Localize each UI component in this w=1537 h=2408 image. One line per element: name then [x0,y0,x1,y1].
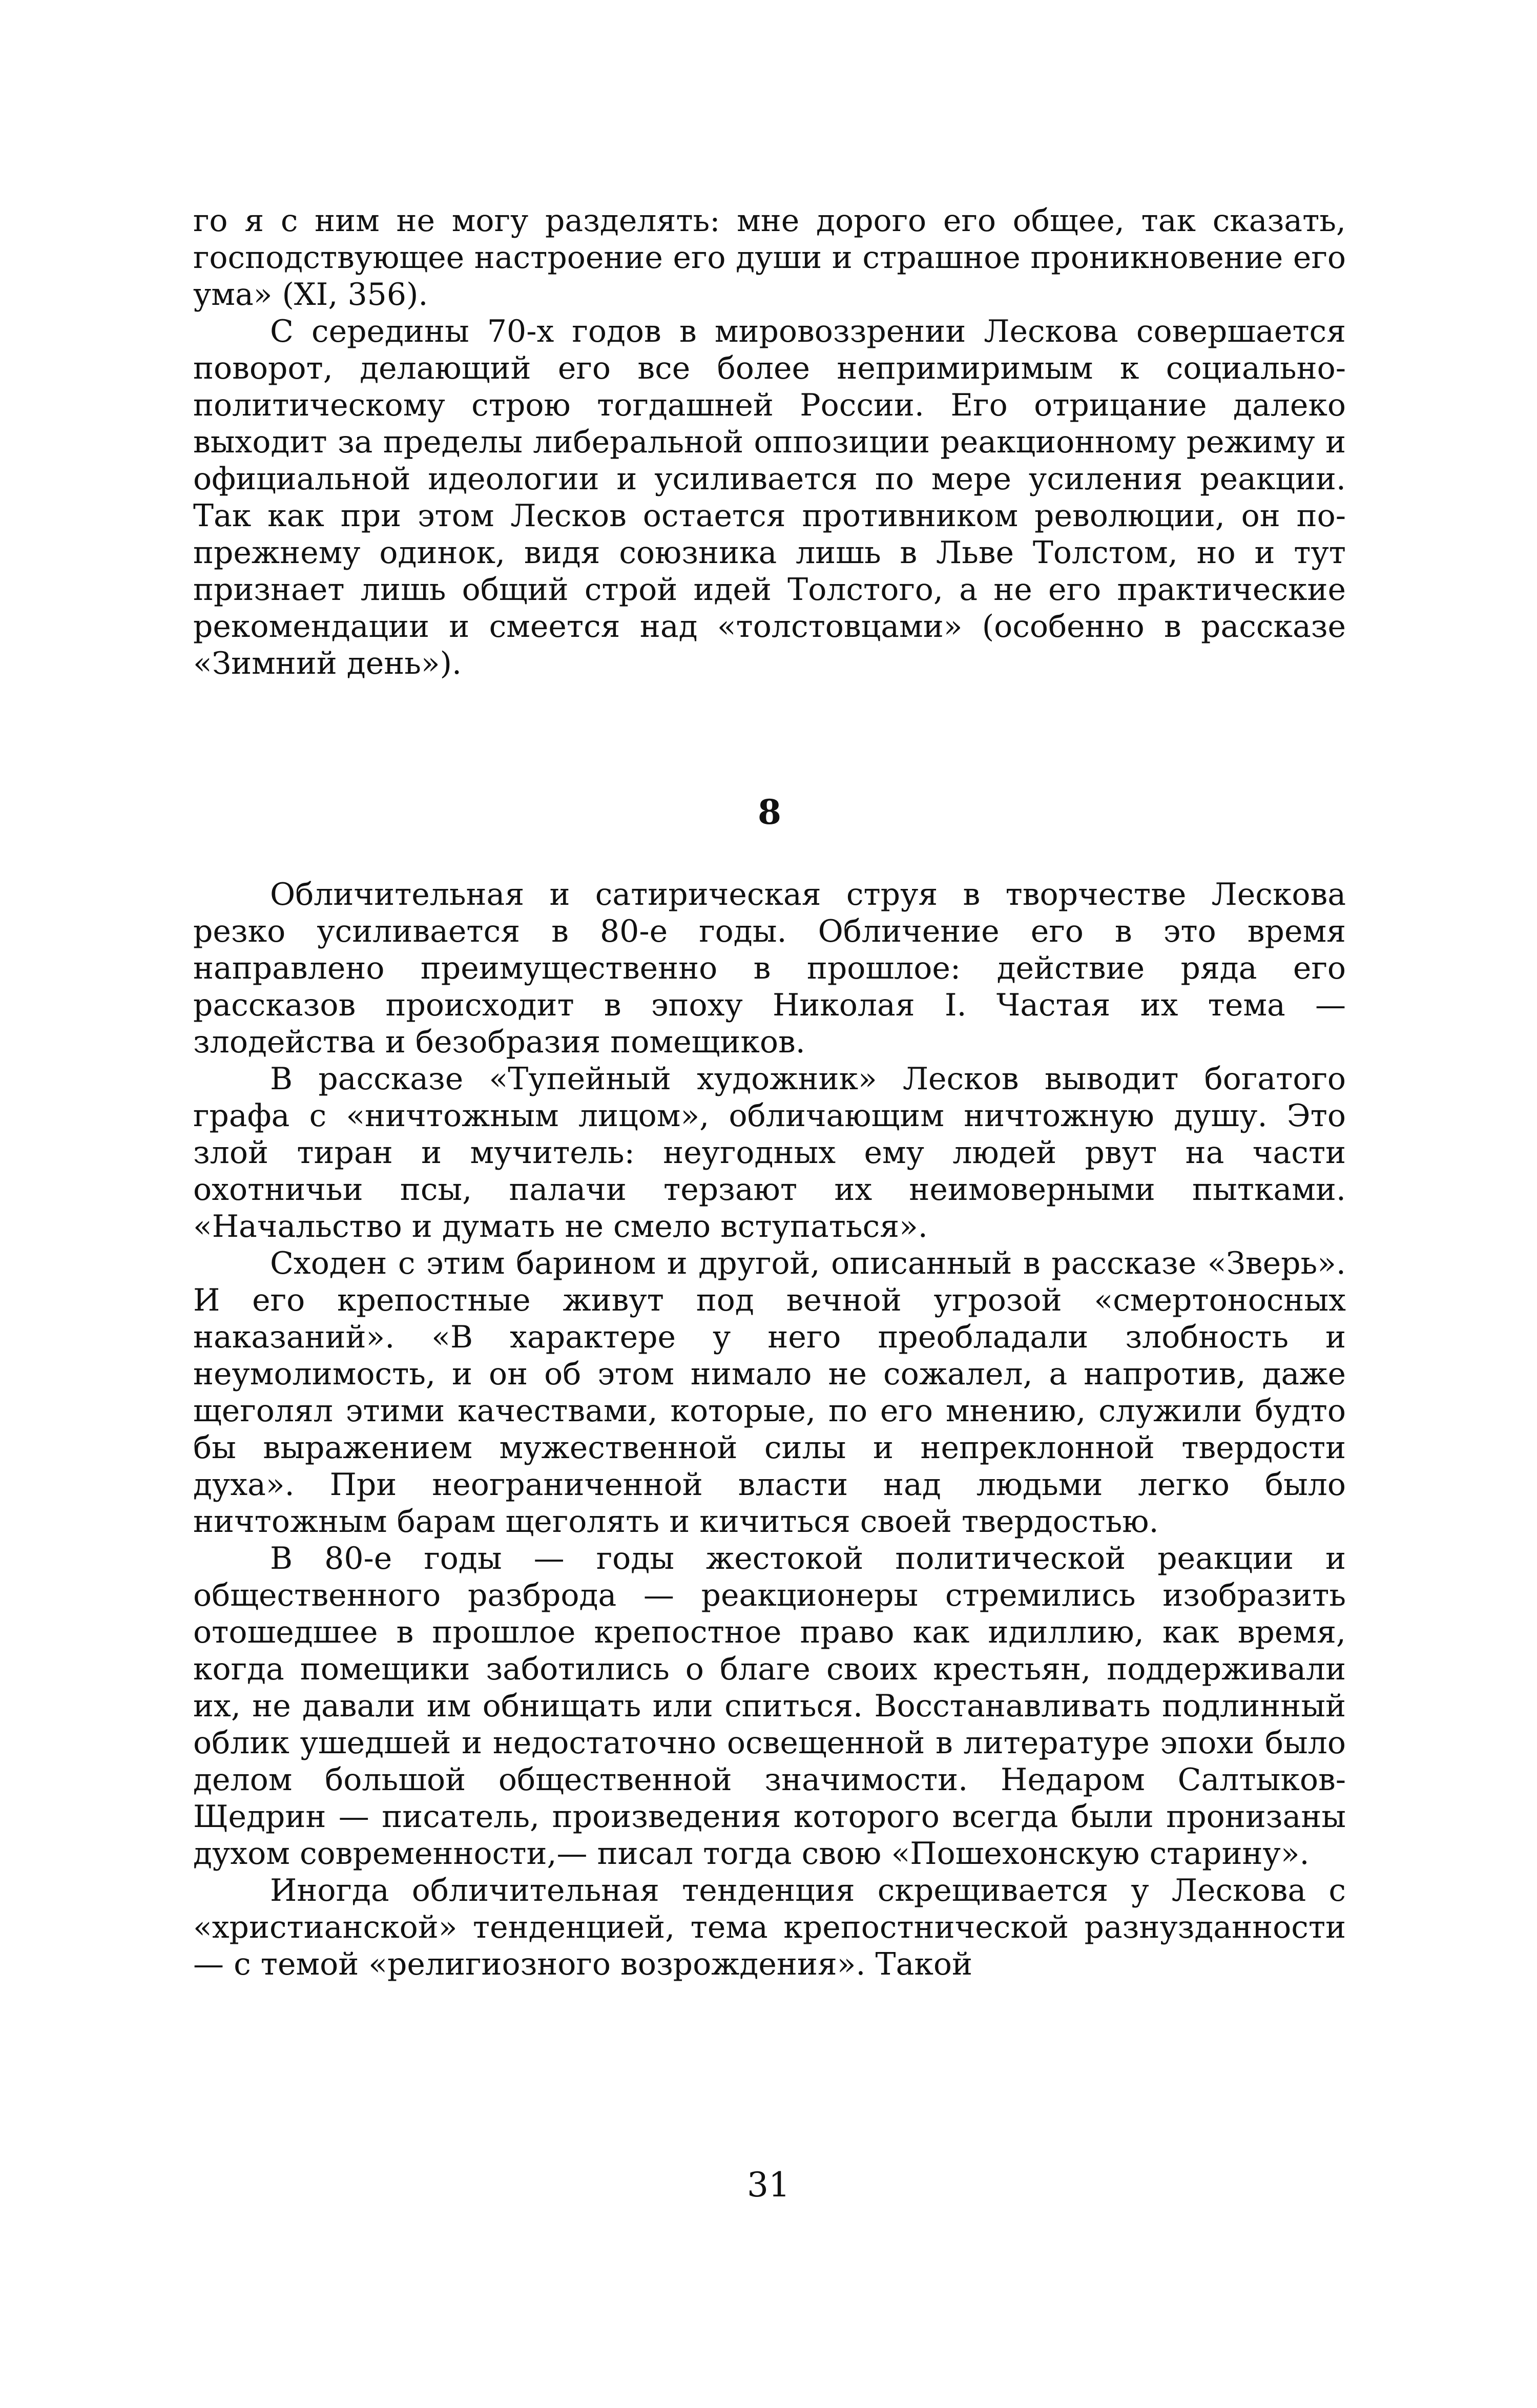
page-number: 31 [747,2165,790,2205]
text-block-top [193,202,1346,682]
paragraph: Сходен с этим барином и другой, описанный в рассказе «Зверь». И его крепостные живут под вечной угрозой «смертоносных наказаний». «В характере у него преобладали злобность и неумолимость, и он об этом нимало не сожалел, а напротив, даже щеголял этими качествами, которые, по его мнению, служили будто бы выражением мужественной силы и непреклонной твердости духа». При неограниченной власти над людьми легко было ничтожным барам щеголять и кичиться своей твердостью. [193,1245,1346,1540]
paragraph: Обличительная и сатирическая струя в творчестве Лескова резко усиливается в 80-е годы. Обличение его в это время направлено преимущественно в прошлое: действие ряда его рассказов происходит в эпоху Николая I. Частая их тема — злодейства и безобразия помещиков. [193,877,1346,1060]
paragraph: В рассказе «Тупейный художник» Лесков выводит богатого графа с «ничтожным лицом», обличающим ничтожную душу. Это злой тиран и мучитель: неугодных ему людей рвут на части охотничьи псы, палачи терзают их неимоверными пытками. «Начальство и думать не смело вступаться». [193,1061,1346,1244]
text-block-bottom [193,876,1346,1983]
paragraph: Иногда обличительная тенденция скрещивается у Лескова с «христианской» тенденцией, тема крепостнической разнузданности — с темой «религиозного возрождения». Такой [193,1873,1346,1982]
section-number: 8 [758,792,781,832]
paragraph: В 80-е годы — годы жестокой политической реакции и общественного разброда — реакционеры стремились изобразить отошедшее в прошлое крепостное право как идиллию, как время, когда помещики заботились о благе своих крестьян, поддерживали их, не давали им обнищать или спиться. Восстанавливать подлинный облик ушедшей и недостаточно освещенной в литературе эпохи было делом большой общественной значимости. Недаром Салтыков-Щедрин — писатель, произведения которого всегда были пронизаны духом современности,— писал тогда свою «Пошехонскую старину». [193,1541,1346,1872]
paragraph-continuation: го я с ним не могу разделять: мне дорого его общее, так сказать, господствующее настроение его души и страшное проникновение его ума» (XI, 356). [193,203,1346,313]
paragraph: С середины 70-х годов в мировоззрении Лескова совершается поворот, делающий его все более непримиримым к социально-политическому строю тогдашней России. Его отрицание далеко выходит за пределы либеральной оппозиции реакционному режиму и официальной идеологии и усиливается по мере усиления реакции. Так как при этом Лесков остается противником революции, он по-прежнему одинок, видя союзника лишь в Льве Толстом, но и тут признает лишь общий строй идей Толстого, а не его практические рекомендации и смеется над «толстовцами» (особенно в рассказе «Зимний день»). [193,314,1346,681]
